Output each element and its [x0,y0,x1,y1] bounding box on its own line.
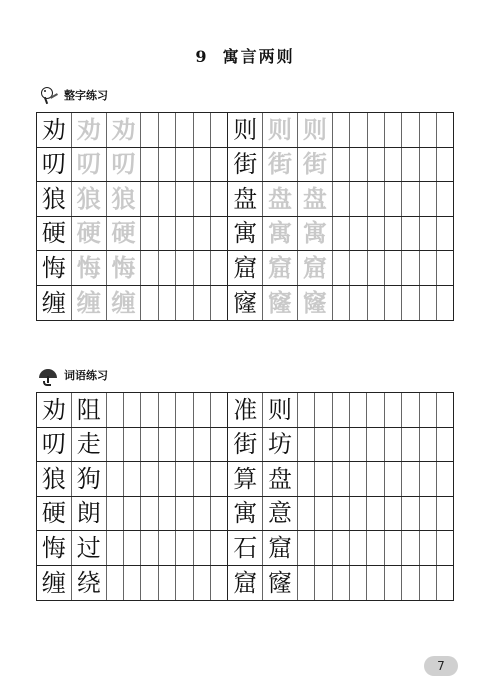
blank-writing-cell [333,286,350,321]
trace-character: 窿 [298,286,333,321]
blank-writing-cell [333,566,350,601]
word-character: 狗 [72,462,107,496]
blank-writing-cell [402,566,419,601]
trace-character: 寓 [263,217,298,251]
blank-writing-cell [333,113,350,147]
blank-writing-cell [159,286,176,321]
blank-writing-cell [368,251,385,285]
grid-row [37,497,453,532]
blank-writing-cell [368,148,385,182]
word-character: 叨 [37,428,72,462]
grid-row [37,428,453,463]
blank-writing-cell [350,286,367,321]
model-character: 悔 [37,251,72,285]
blank-writing-cell [176,286,193,321]
blank-writing-cell [350,393,367,427]
blank-writing-cell [141,428,158,462]
blank-writing-cell [159,113,176,147]
blank-writing-cell [211,566,228,601]
blank-writing-cell [350,251,367,285]
blank-writing-cell [385,113,402,147]
blank-writing-cell [385,286,402,321]
blank-writing-cell [194,497,211,531]
word-character: 绕 [72,566,107,601]
blank-writing-cell [107,393,124,427]
blank-writing-cell [194,566,211,601]
word-character: 过 [72,531,107,565]
blank-writing-cell [368,286,385,321]
word-character: 缠 [37,566,72,601]
blank-writing-cell [367,393,384,427]
blank-writing-cell [211,462,228,496]
model-character: 则 [228,113,263,147]
blank-writing-cell [402,497,419,531]
blank-writing-cell [402,393,419,427]
writing-figure-icon [38,86,58,104]
blank-writing-cell [385,182,402,216]
blank-writing-cell [159,497,176,531]
blank-writing-cell [159,393,176,427]
blank-writing-cell [211,217,228,251]
trace-character: 叨 [107,148,142,182]
blank-writing-cell [194,531,211,565]
blank-writing-cell [402,182,419,216]
grid-row [37,566,453,601]
blank-writing-cell [333,531,350,565]
blank-writing-cell [315,428,332,462]
word-character: 寓 [228,497,263,531]
blank-writing-cell [350,428,367,462]
blank-writing-cell [385,497,402,531]
blank-writing-cell [385,393,402,427]
trace-character: 窟 [263,251,298,285]
blank-writing-cell [176,428,193,462]
blank-writing-cell [402,251,419,285]
blank-writing-cell [402,428,419,462]
blank-writing-cell [333,428,350,462]
section-header-characters [38,86,108,104]
blank-writing-cell [367,531,384,565]
blank-writing-cell [420,428,437,462]
model-character: 缠 [37,286,72,321]
blank-writing-cell [402,531,419,565]
blank-writing-cell [159,566,176,601]
grid-row [37,148,453,183]
grid-row [37,217,453,252]
word-character: 窿 [263,566,298,601]
word-character: 窟 [228,566,263,601]
blank-writing-cell [333,462,350,496]
blank-writing-cell [367,462,384,496]
blank-writing-cell [211,428,228,462]
blank-writing-cell [350,531,367,565]
blank-writing-cell [124,497,141,531]
blank-writing-cell [420,113,437,147]
blank-writing-cell [141,286,158,321]
blank-writing-cell [402,217,419,251]
blank-writing-cell [420,462,437,496]
blank-writing-cell [315,462,332,496]
word-character: 悔 [37,531,72,565]
word-character: 则 [263,393,298,427]
blank-writing-cell [176,497,193,531]
blank-writing-cell [107,462,124,496]
blank-writing-cell [367,566,384,601]
blank-writing-cell [211,113,228,147]
model-character: 盘 [228,182,263,216]
blank-writing-cell [107,566,124,601]
trace-character: 则 [298,113,333,147]
blank-writing-cell [159,148,176,182]
blank-writing-cell [385,251,402,285]
model-character: 窿 [228,286,263,321]
trace-character: 狼 [107,182,142,216]
blank-writing-cell [211,393,228,427]
blank-writing-cell [333,393,350,427]
blank-writing-cell [176,393,193,427]
blank-writing-cell [211,497,228,531]
blank-writing-cell [402,148,419,182]
blank-writing-cell [176,531,193,565]
model-character: 狼 [37,182,72,216]
blank-writing-cell [368,113,385,147]
blank-writing-cell [350,217,367,251]
blank-writing-cell [385,148,402,182]
model-character: 寓 [228,217,263,251]
blank-writing-cell [141,462,158,496]
blank-writing-cell [298,462,315,496]
model-character: 叨 [37,148,72,182]
word-character: 朗 [72,497,107,531]
trace-character: 劝 [107,113,142,147]
blank-writing-cell [298,428,315,462]
blank-writing-cell [298,531,315,565]
word-practice-grid [36,392,454,601]
grid-row [37,462,453,497]
blank-writing-cell [194,113,211,147]
blank-writing-cell [107,428,124,462]
word-character: 盘 [263,462,298,496]
grid-row [37,251,453,286]
blank-writing-cell [124,566,141,601]
blank-writing-cell [350,566,367,601]
blank-writing-cell [124,428,141,462]
blank-writing-cell [333,497,350,531]
trace-character: 街 [263,148,298,182]
blank-writing-cell [107,531,124,565]
section-label-words: 词语练习 [64,369,108,382]
blank-writing-cell [141,217,158,251]
grid-row [37,286,453,321]
blank-writing-cell [385,217,402,251]
blank-writing-cell [420,286,437,321]
blank-writing-cell [298,393,315,427]
blank-writing-cell [194,286,211,321]
blank-writing-cell [333,217,350,251]
blank-writing-cell [350,113,367,147]
word-character: 走 [72,428,107,462]
blank-writing-cell [194,462,211,496]
trace-character: 悔 [107,251,142,285]
blank-writing-cell [315,531,332,565]
lesson-number: 9 [195,47,209,66]
blank-writing-cell [298,497,315,531]
blank-writing-cell [176,217,193,251]
word-character: 意 [263,497,298,531]
blank-writing-cell [159,428,176,462]
trace-character: 街 [298,148,333,182]
word-character: 算 [228,462,263,496]
trace-character: 寓 [298,217,333,251]
blank-writing-cell [420,251,437,285]
section-header-words [38,366,108,384]
section-label-characters: 整字练习 [64,89,108,102]
blank-writing-cell [159,182,176,216]
blank-writing-cell [420,531,437,565]
blank-writing-cell [420,217,437,251]
blank-writing-cell [211,531,228,565]
blank-writing-cell [159,251,176,285]
blank-writing-cell [141,113,158,147]
blank-writing-cell [176,148,193,182]
blank-writing-cell [315,566,332,601]
trace-character: 硬 [107,217,142,251]
blank-writing-cell [385,531,402,565]
trace-character: 叨 [72,148,107,182]
word-character: 坊 [263,428,298,462]
blank-writing-cell [350,148,367,182]
blank-writing-cell [194,251,211,285]
word-character: 准 [228,393,263,427]
blank-writing-cell [194,217,211,251]
blank-writing-cell [211,286,228,321]
trace-character: 盘 [298,182,333,216]
blank-writing-cell [350,462,367,496]
blank-writing-cell [367,497,384,531]
blank-writing-cell [333,182,350,216]
blank-writing-cell [333,251,350,285]
grid-row [37,393,453,428]
blank-writing-cell [420,566,437,601]
blank-writing-cell [315,497,332,531]
blank-writing-cell [141,182,158,216]
blank-writing-cell [176,462,193,496]
blank-writing-cell [402,113,419,147]
trace-character: 窿 [263,286,298,321]
blank-writing-cell [402,462,419,496]
blank-writing-cell [124,531,141,565]
blank-writing-cell [141,393,158,427]
blank-writing-cell [159,531,176,565]
blank-writing-cell [141,497,158,531]
blank-writing-cell [367,428,384,462]
blank-writing-cell [176,182,193,216]
blank-writing-cell [420,148,437,182]
blank-writing-cell [176,251,193,285]
blank-writing-cell [385,428,402,462]
word-character: 街 [228,428,263,462]
blank-writing-cell [350,182,367,216]
model-character: 劝 [37,113,72,147]
blank-writing-cell [420,182,437,216]
blank-writing-cell [141,531,158,565]
blank-writing-cell [124,462,141,496]
blank-writing-cell [176,566,193,601]
blank-writing-cell [333,148,350,182]
blank-writing-cell [107,497,124,531]
blank-writing-cell [159,217,176,251]
word-character: 窟 [263,531,298,565]
blank-writing-cell [420,497,437,531]
model-character: 窟 [228,251,263,285]
model-character: 硬 [37,217,72,251]
word-character: 劝 [37,393,72,427]
blank-writing-cell [194,182,211,216]
blank-writing-cell [385,566,402,601]
trace-character: 窟 [298,251,333,285]
word-character: 阻 [72,393,107,427]
page-number: 7 [424,656,458,676]
blank-writing-cell [350,497,367,531]
trace-character: 缠 [72,286,107,321]
blank-writing-cell [368,182,385,216]
character-practice-grid [36,112,454,321]
trace-character: 则 [263,113,298,147]
blank-writing-cell [315,393,332,427]
blank-writing-cell [211,251,228,285]
grid-row [37,182,453,217]
trace-character: 劝 [72,113,107,147]
trace-character: 狼 [72,182,107,216]
grid-row [37,531,453,566]
blank-writing-cell [194,148,211,182]
blank-writing-cell [176,113,193,147]
blank-writing-cell [368,217,385,251]
blank-writing-cell [211,182,228,216]
grid-row [37,113,453,148]
lesson-name: 寓言两则 [222,47,295,66]
blank-writing-cell [124,393,141,427]
blank-writing-cell [141,566,158,601]
trace-character: 缠 [107,286,142,321]
umbrella-icon [38,366,58,384]
word-character: 狼 [37,462,72,496]
blank-writing-cell [141,148,158,182]
blank-writing-cell [298,566,315,601]
model-character: 街 [228,148,263,182]
trace-character: 悔 [72,251,107,285]
blank-writing-cell [385,462,402,496]
trace-character: 盘 [263,182,298,216]
blank-writing-cell [141,251,158,285]
word-character: 硬 [37,497,72,531]
blank-writing-cell [211,148,228,182]
blank-writing-cell [159,462,176,496]
word-character: 石 [228,531,263,565]
trace-character: 硬 [72,217,107,251]
blank-writing-cell [420,393,437,427]
blank-writing-cell [194,428,211,462]
lesson-title [0,44,490,67]
blank-writing-cell [194,393,211,427]
blank-writing-cell [402,286,419,321]
